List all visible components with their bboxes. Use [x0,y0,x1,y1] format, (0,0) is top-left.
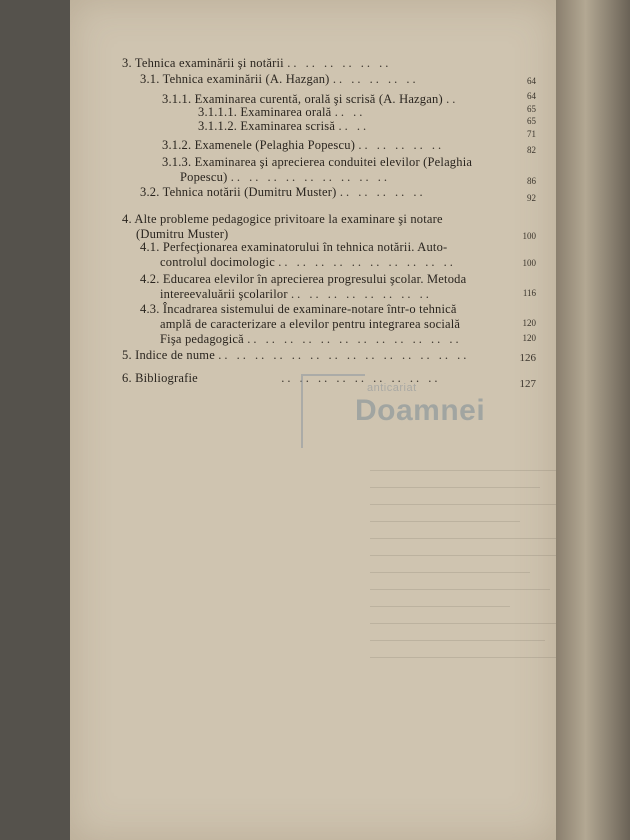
page-number: 120 [522,333,536,343]
toc-entry: 4.3. Încadrarea sistemului de examinare-notare într-o tehnică amplă de caracterizare a elevilor pentru integrarea socială Fişa pedagogică .. .. .. .. .. .. .. .. .. .. .. .. [140,302,462,346]
toc-entry: 5. Indice de nume .. .. .. .. .. .. .. .. .. .. .. .. .. .. [122,348,470,362]
page-number: 92 [527,193,536,203]
toc-entry: 3.1.1.1. Examinarea orală .. .. [198,105,366,119]
anticariat-watermark: anticariat Doamnei [295,368,505,460]
toc-entry: 4. Alte probleme pedagogice privitoare la examinare şi notare (Dumitru Muster) [122,212,443,241]
page-number: 71 [527,129,536,139]
page-number: 126 [519,352,536,364]
page-number: 116 [522,288,536,298]
book-page [70,0,556,840]
page-number: 64 [527,76,536,86]
toc-entry: 3.2. Tehnica notării (Dumitru Muster) .. .. .. .. .. [140,185,426,199]
page-number: 65 [527,104,536,114]
page-number: 65 [527,116,536,126]
toc-entry: 4.1. Perfecţionarea examinatorului în tehnica notării. Auto- controlul docimologic .. .. .. .. .. .. .. .. .. .. [140,240,456,269]
toc-entry: 3. Tehnica examinării şi notării .. .. .. .. .. .. [122,56,392,70]
toc-entry: 6. Bibliografie .. .. .. .. .. .. .. .. .. [122,371,441,385]
toc-entry: 3.1.1.2. Examinarea scrisă .. .. [198,119,370,133]
page-number: 120 [522,318,536,328]
page-number: 100 [522,231,536,241]
page-number: 64 [527,91,536,101]
page-number: 82 [527,145,536,155]
page-number: 86 [527,176,536,186]
book-spine [556,0,630,840]
toc-entry: 3.1.2. Examenele (Pelaghia Popescu) .. .. .. .. .. [162,138,445,152]
toc-entry: 3.1. Tehnica examinării (A. Hazgan) .. .. .. .. .. [140,72,419,86]
page-number: 127 [519,378,536,390]
toc-entry: 3.1.1. Examinarea curentă, orală şi scrisă (A. Hazgan) .. [162,92,459,106]
page-number: 100 [522,258,536,268]
toc-entry: 3.1.3. Examinarea şi aprecierea conduitei elevilor (Pelaghia Popescu) .. .. .. .. .. .. .. .. .. [162,155,473,184]
toc-entry: 4.2. Educarea elevilor în aprecierea progresului şcolar. Metoda intereevaluării şcolarilor .. .. .. .. .. .. .. .. [140,272,467,301]
